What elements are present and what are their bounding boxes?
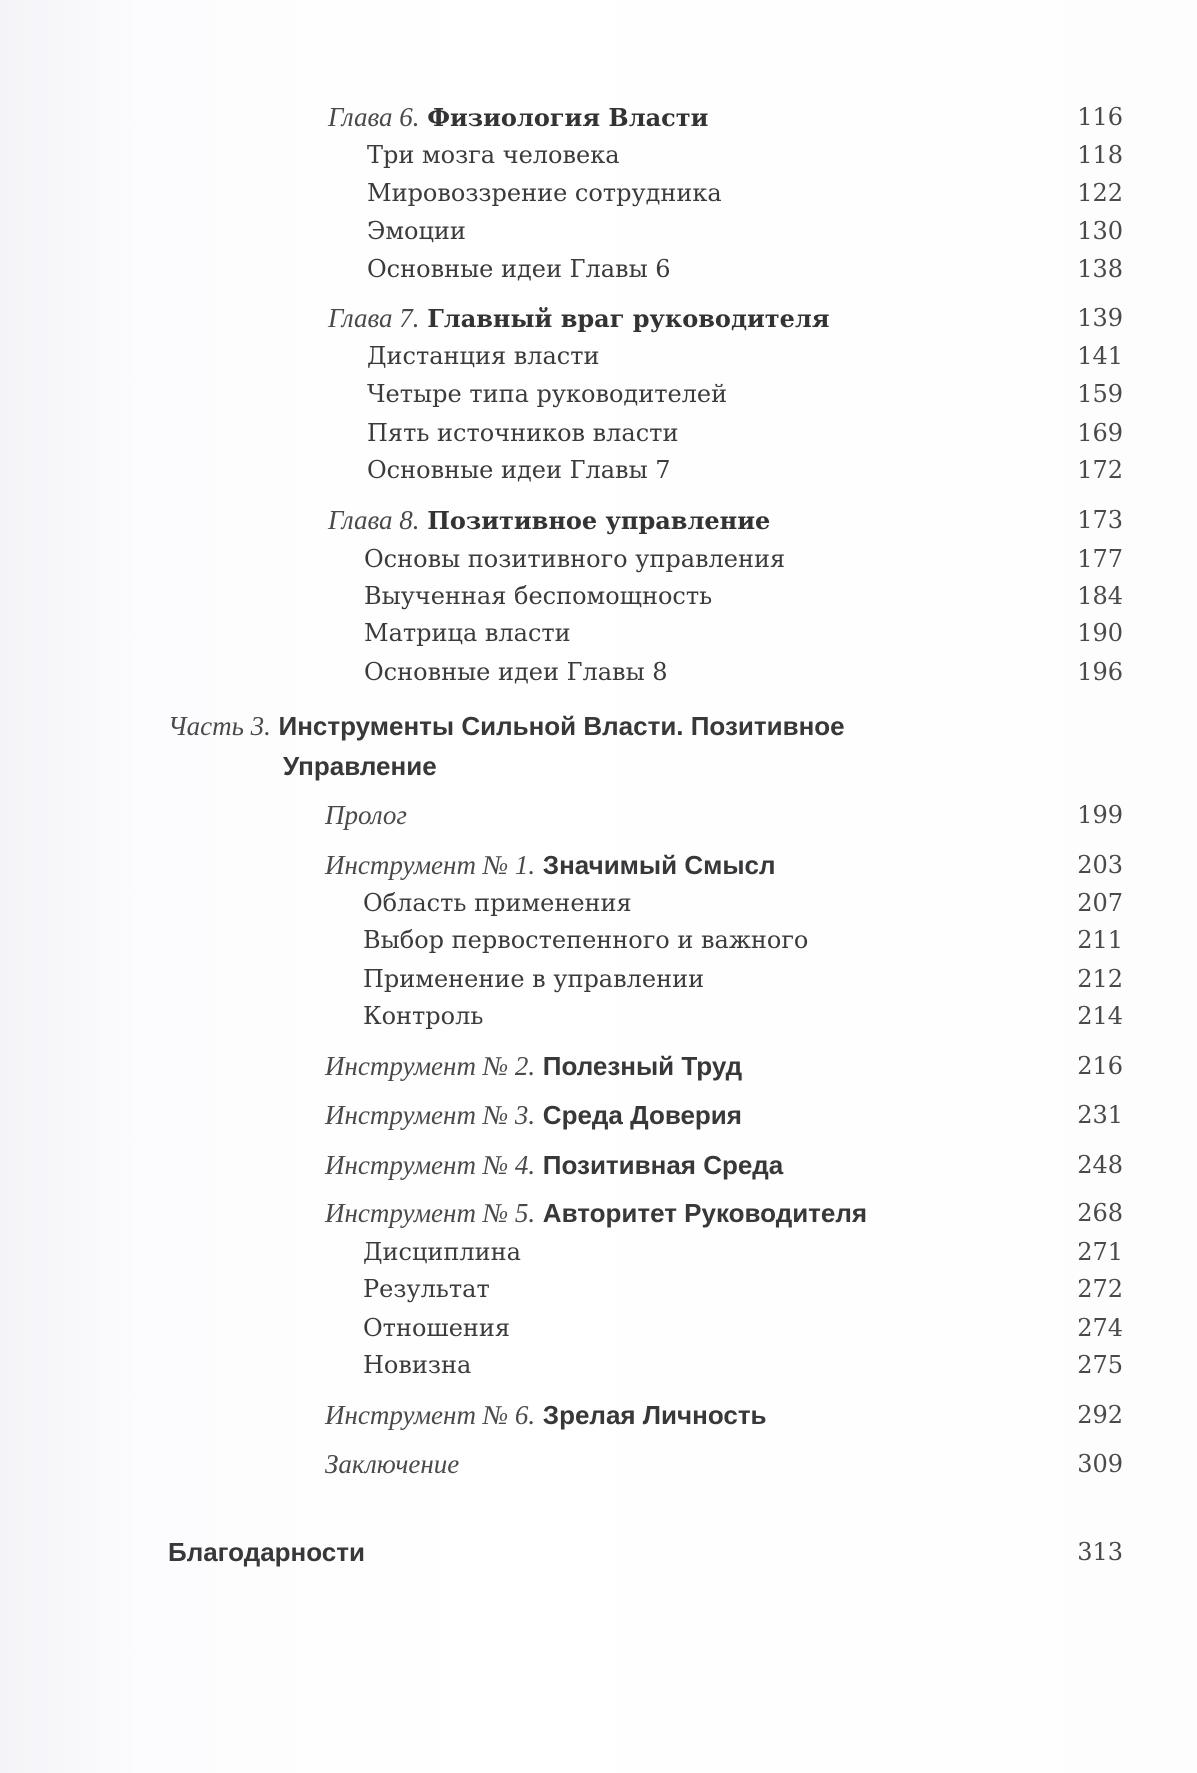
page-number: 292 — [1077, 1401, 1123, 1429]
toc-acknowledgements[interactable]: Благодарности 313 — [0, 1534, 1197, 1570]
toc-tool-5[interactable]: Инструмент № 5. Авторитет Руководителя 268 — [0, 1195, 1197, 1231]
page-number: 172 — [1077, 456, 1123, 484]
toc-part-3-continued — [0, 748, 1197, 784]
toc-item[interactable]: Эмоции 130 — [0, 213, 1197, 249]
part-title: Инструменты Сильной Власти. Позитивное — [278, 711, 845, 741]
page-number: 207 — [1077, 889, 1123, 917]
chapter-prefix: Глава 8. — [328, 505, 420, 535]
page-number: 141 — [1077, 342, 1123, 370]
page-number: 118 — [1077, 141, 1123, 169]
page-number: 203 — [1077, 851, 1123, 879]
page-number: 231 — [1077, 1101, 1123, 1129]
toc-tool-1[interactable]: Инструмент № 1. Значимый Смысл 203 — [0, 847, 1197, 883]
page-number: 212 — [1077, 965, 1123, 993]
toc-item[interactable]: Результат 272 — [0, 1271, 1197, 1307]
page-number: 159 — [1077, 380, 1123, 408]
toc-item[interactable]: Основные идеи Главы 8 196 — [0, 654, 1197, 690]
page-number: 177 — [1077, 545, 1123, 573]
chapter-prefix: Глава 6. — [328, 102, 420, 132]
page-number: 190 — [1077, 619, 1123, 647]
toc-item[interactable]: Выученная беспомощность 184 — [0, 578, 1197, 614]
toc-item[interactable]: Матрица власти 190 — [0, 615, 1197, 651]
page-number: 173 — [1077, 506, 1123, 534]
part-title-line-2: Управление — [283, 751, 437, 781]
toc-conclusion[interactable]: Заключение 309 — [0, 1446, 1197, 1482]
page-number: 211 — [1077, 926, 1123, 954]
chapter-prefix: Глава 7. — [328, 303, 420, 333]
toc-chapter-7[interactable] — [0, 300, 1197, 336]
page-number: 272 — [1077, 1275, 1123, 1303]
toc-item[interactable]: Четыре типа руководителей 159 — [0, 376, 1197, 412]
toc-item[interactable]: Новизна 275 — [0, 1347, 1197, 1383]
chapter-title: Физиология Власти — [427, 103, 709, 132]
toc-prologue[interactable]: Пролог 199 — [0, 797, 1197, 833]
page-number: 196 — [1077, 658, 1123, 686]
toc-item[interactable]: Применение в управлении 212 — [0, 961, 1197, 997]
toc-item[interactable]: Дисциплина 271 — [0, 1234, 1197, 1270]
toc-tool-6[interactable]: Инструмент № 6. Зрелая Личность 292 — [0, 1397, 1197, 1433]
toc-item[interactable]: Контроль 214 — [0, 998, 1197, 1034]
page-number: 268 — [1077, 1199, 1123, 1227]
toc-tool-2[interactable]: Инструмент № 2. Полезный Труд 216 — [0, 1048, 1197, 1084]
toc-item[interactable]: Основы позитивного управления 177 — [0, 541, 1197, 577]
page-number: 275 — [1077, 1351, 1123, 1379]
chapter-title: Позитивное управление — [427, 506, 771, 535]
page-number: 309 — [1077, 1450, 1123, 1478]
page-number: 248 — [1077, 1151, 1123, 1179]
toc-item[interactable]: Мировоззрение сотрудника 122 — [0, 175, 1197, 211]
page-number: 274 — [1077, 1314, 1123, 1342]
toc-item[interactable]: Пять источников власти 169 — [0, 415, 1197, 451]
toc-item[interactable]: Основные идеи Главы 7 172 — [0, 452, 1197, 488]
toc-item[interactable]: Область применения 207 — [0, 885, 1197, 921]
toc-chapter-8[interactable] — [0, 502, 1197, 538]
toc-tool-4[interactable]: Инструмент № 4. Позитивная Среда 248 — [0, 1147, 1197, 1183]
toc-item[interactable]: Отношения 274 — [0, 1310, 1197, 1346]
page-number: 184 — [1077, 582, 1123, 610]
page-number: 216 — [1077, 1052, 1123, 1080]
page-number: 199 — [1077, 801, 1123, 829]
page-number: 122 — [1077, 179, 1123, 207]
toc-part-3[interactable] — [0, 708, 1197, 744]
page-number: 138 — [1077, 255, 1123, 283]
toc-item[interactable]: Основные идеи Главы 6 138 — [0, 251, 1197, 287]
page-number: 130 — [1077, 217, 1123, 245]
toc-item[interactable]: Дистанция власти 141 — [0, 338, 1197, 374]
toc-item[interactable]: Выбор первостепенного и важного 211 — [0, 922, 1197, 958]
chapter-title: Главный враг руководителя — [427, 304, 830, 333]
page-number: 313 — [1077, 1538, 1123, 1566]
toc-item[interactable]: Три мозга человека 118 — [0, 137, 1197, 173]
page-number: 271 — [1077, 1238, 1123, 1266]
page-number: 214 — [1077, 1002, 1123, 1030]
page-number: 116 — [1077, 103, 1123, 131]
part-prefix: Часть 3. — [168, 711, 271, 741]
toc-chapter-6[interactable] — [0, 99, 1197, 135]
toc-tool-3[interactable]: Инструмент № 3. Среда Доверия 231 — [0, 1097, 1197, 1133]
page-number: 139 — [1077, 304, 1123, 332]
page-number: 169 — [1077, 419, 1123, 447]
